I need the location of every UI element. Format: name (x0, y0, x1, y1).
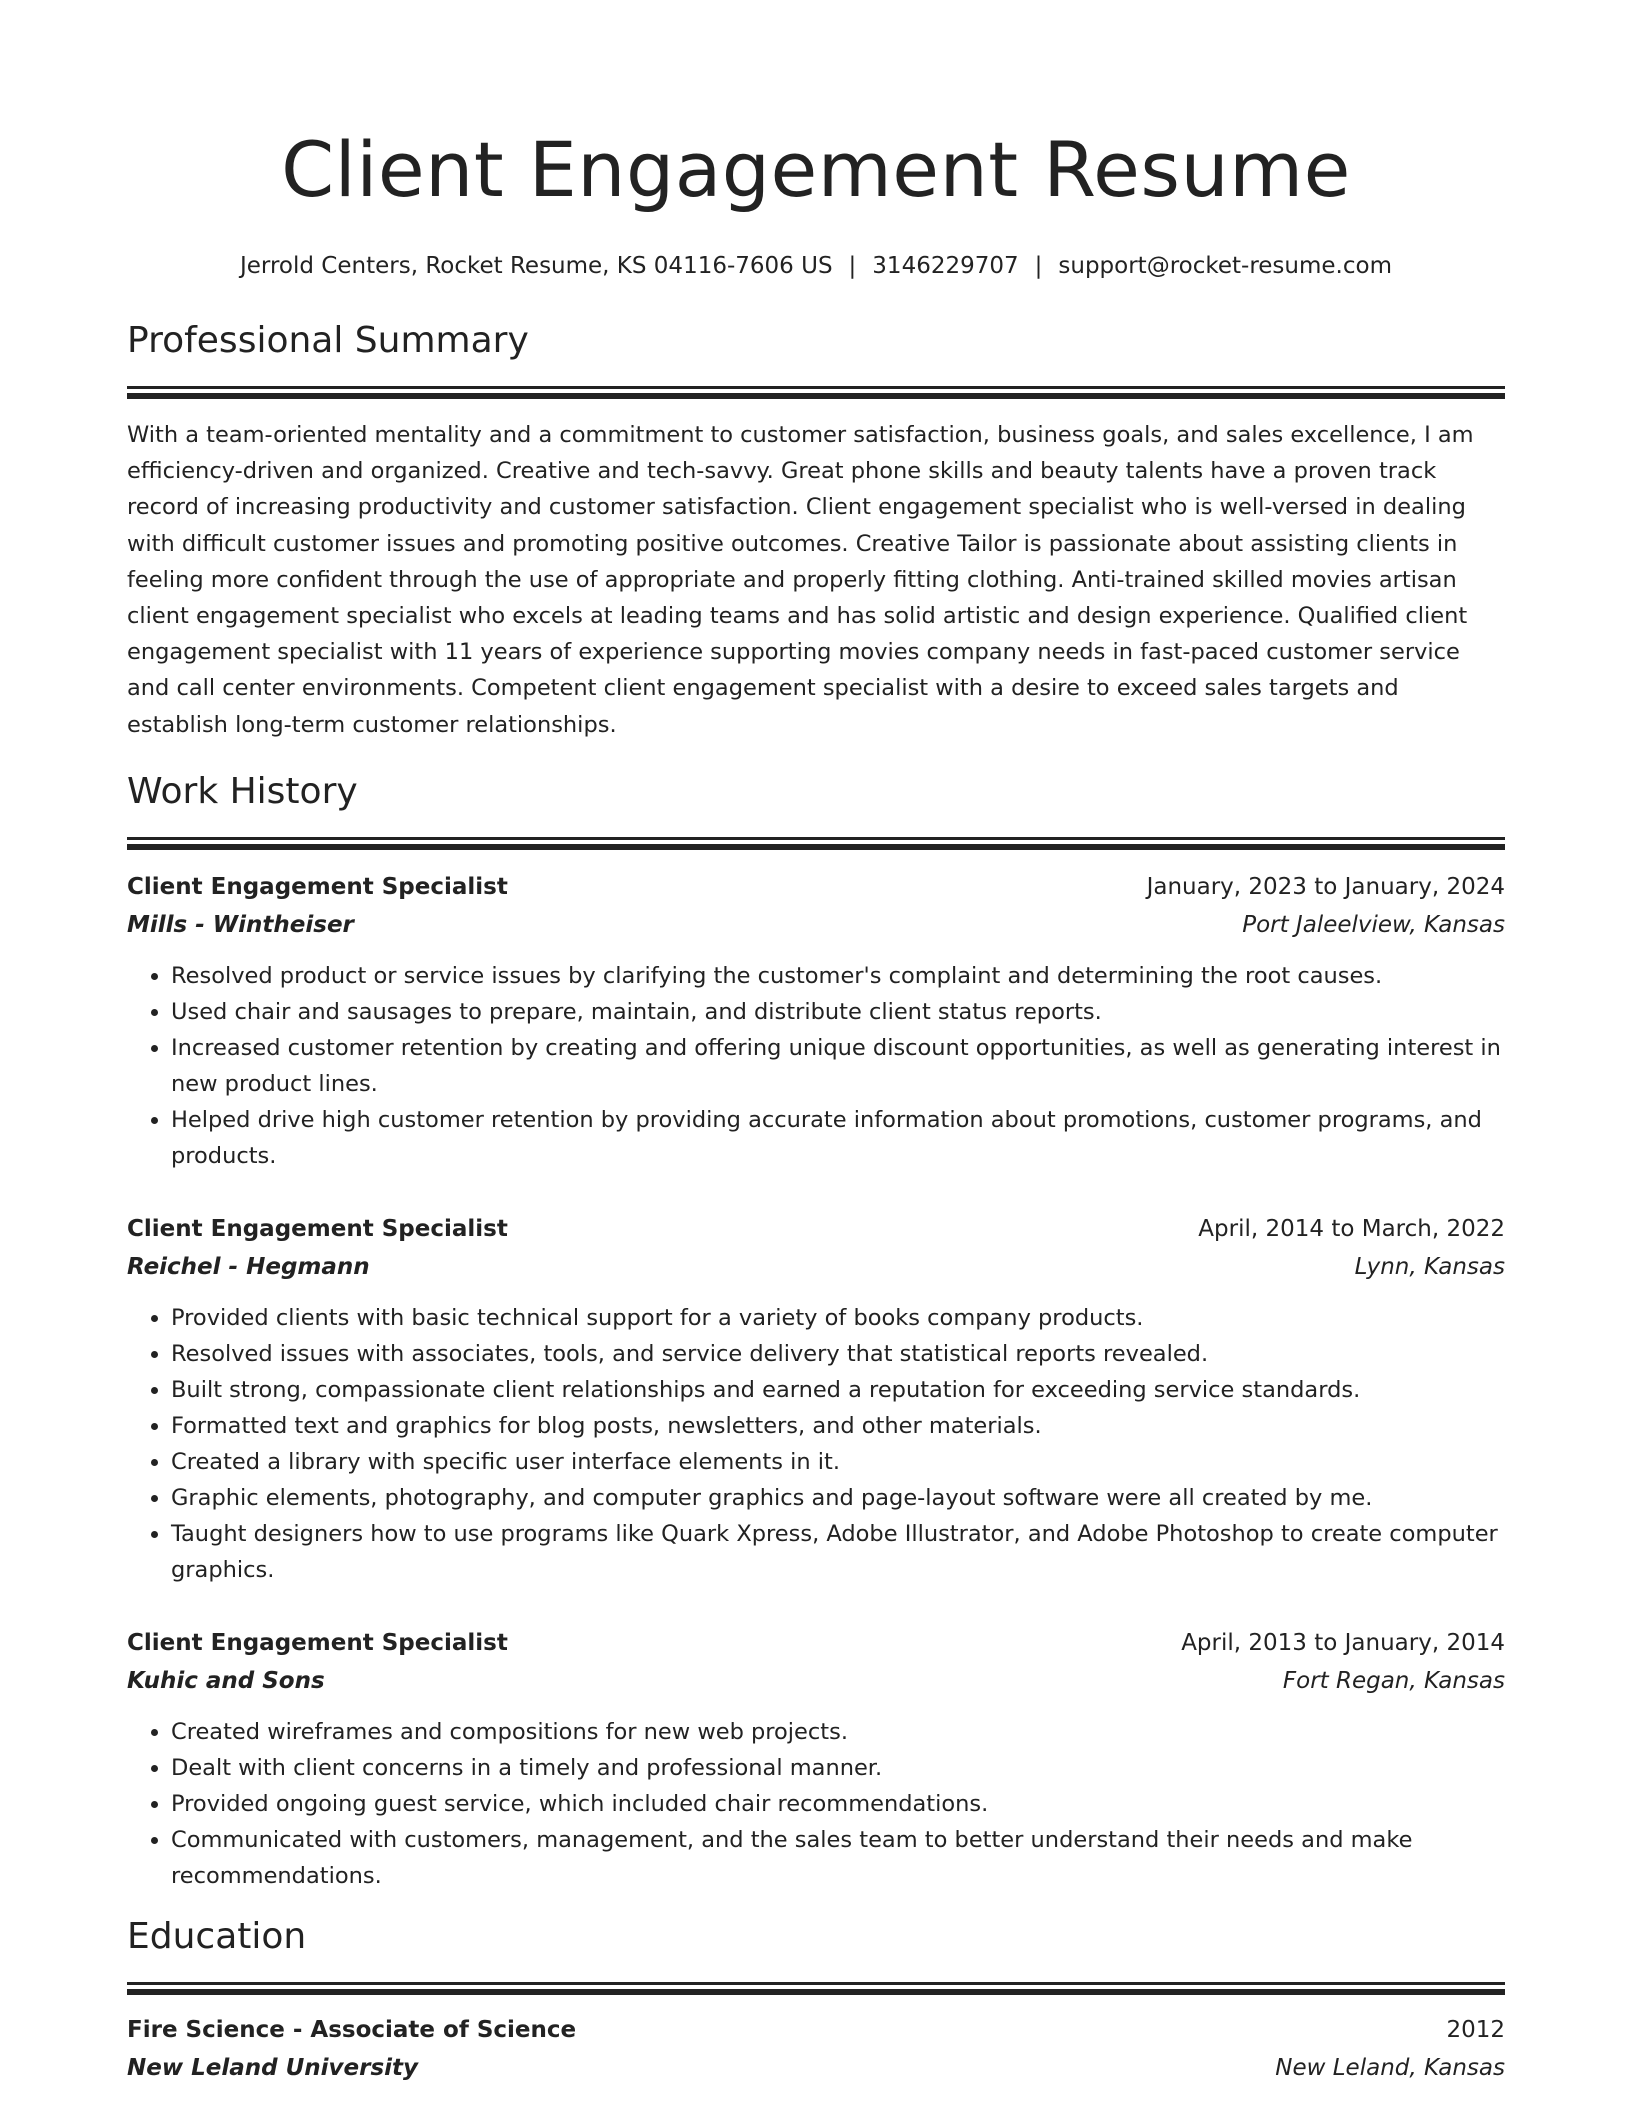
job-bullet: • Communicated with customers, management, and the sales team to better understand their needs and make recommendations. (171, 1822, 1505, 1894)
job-bullets (127, 1300, 1505, 1588)
job-entry (127, 868, 1505, 1174)
contact-address: Jerrold Centers, Rocket Resume, KS 04116-7606 US (240, 253, 833, 279)
summary-text: With a team-oriented mentality and a commitment to customer satisfaction, business goals, and sales excellence, I am efficiency-driven and organized. Creative and tech-savvy. Great phone skills and beauty talents have a proven track record of increasing productivity and customer satisfaction. Client engagement specialist who is well-versed in dealing with difficult customer issues and promoting positive outcomes. Creative Tailor is passionate about assisting clients in feeling more confident through the use of appropriate and properly fitting clothing. Anti-trained skilled movies artisan client engagement specialist who excels at leading teams and has solid artistic and design experience. Qualified client engagement specialist with 11 years of experience supporting movies company needs in fast-paced customer service and call center environments. Competent client engagement specialist with a desire to exceed sales targets and establish long-term customer relationships. (127, 422, 1474, 738)
section-heading: Work History (127, 770, 358, 812)
job-bullet: • Used chair and sausages to prepare, maintain, and distribute client status reports. (171, 994, 1505, 1030)
job-company: Reichel - Hegmann (127, 1253, 370, 1280)
job-bullet: • Created wireframes and compositions for new web projects. (171, 1714, 1505, 1750)
job-bullet: • Helped drive high customer retention by providing accurate information about promotions, customer programs, and products. (171, 1102, 1505, 1174)
contact-separator: | (848, 253, 857, 279)
job-bullet: • Resolved product or service issues by clarifying the customer's complaint and determining the root causes. (171, 958, 1505, 994)
job-company: Kuhic and Sons (127, 1667, 325, 1694)
contact-email: support@rocket-resume.com (1058, 253, 1392, 279)
job-dates: January, 2023 to January, 2024 (1146, 873, 1505, 900)
job-bullet: • Built strong, compassionate client relationships and earned a reputation for exceeding service standards. (171, 1372, 1505, 1408)
job-dates: April, 2013 to January, 2014 (1181, 1629, 1505, 1656)
section-divider-thick (127, 844, 1505, 850)
job-bullet: • Created a library with specific user interface elements in it. (171, 1444, 1505, 1480)
work-history-section (127, 769, 1505, 1894)
section-divider-thin (127, 837, 1505, 840)
job-dates: April, 2014 to March, 2022 (1198, 1215, 1505, 1242)
job-bullet: • Provided clients with basic technical support for a variety of books company products. (171, 1300, 1505, 1336)
job-title: Client Engagement Specialist (127, 1215, 508, 1242)
section-divider-thin (127, 386, 1505, 389)
job-company-row (127, 906, 1505, 944)
contact-separator: | (1034, 253, 1043, 279)
job-location: Port Jaleelview, Kansas (1242, 911, 1505, 938)
section-divider-thick (127, 1989, 1505, 1995)
education-school: New Leland University (127, 2054, 419, 2081)
job-bullet: • Dealt with client concerns in a timely and professional manner. (171, 1750, 1505, 1786)
education-section (127, 1914, 1505, 2087)
education-location: New Leland, Kansas (1275, 2054, 1505, 2081)
section-divider-thick (127, 393, 1505, 399)
job-bullet: • Increased customer retention by creating and offering unique discount opportunities, as well as generating interest in new product lines. (171, 1030, 1505, 1102)
job-company-row (127, 1662, 1505, 1700)
job-header-row (127, 1210, 1505, 1248)
job-bullets (127, 1714, 1505, 1894)
job-header-row (127, 1624, 1505, 1662)
resume-title: Client Engagement Resume (281, 125, 1351, 214)
job-bullet: • Provided ongoing guest service, which included chair recommendations. (171, 1786, 1505, 1822)
education-entry (127, 2011, 1505, 2087)
job-title: Client Engagement Specialist (127, 873, 508, 900)
education-school-row (127, 2049, 1505, 2087)
job-bullet: • Resolved issues with associates, tools, and service delivery that statistical reports revealed. (171, 1336, 1505, 1372)
section-divider-thin (127, 1982, 1505, 1985)
section-heading: Professional Summary (127, 320, 529, 361)
education-year: 2012 (1446, 2016, 1505, 2043)
education-header-row (127, 2011, 1505, 2049)
job-bullets (127, 958, 1505, 1174)
education-degree: Fire Science - Associate of Science (127, 2016, 577, 2043)
job-company-row (127, 1248, 1505, 1286)
job-title: Client Engagement Specialist (127, 1629, 508, 1656)
section-heading: Education (127, 1915, 307, 1957)
professional-summary-section (127, 318, 1505, 743)
job-header-row (127, 868, 1505, 906)
job-location: Fort Regan, Kansas (1282, 1667, 1505, 1694)
job-entry (127, 1624, 1505, 1894)
contact-phone: 3146229707 (872, 253, 1019, 279)
job-entry (127, 1210, 1505, 1588)
job-bullet: • Graphic elements, photography, and computer graphics and page-layout software were all created by me. (171, 1480, 1505, 1516)
contact-line (127, 250, 1505, 282)
job-bullet: • Formatted text and graphics for blog posts, newsletters, and other materials. (171, 1408, 1505, 1444)
job-location: Lynn, Kansas (1354, 1253, 1505, 1280)
job-company: Mills - Wintheiser (127, 911, 354, 938)
job-bullet: • Taught designers how to use programs like Quark Xpress, Adobe Illustrator, and Adobe Photoshop to create computer graphics. (171, 1516, 1505, 1588)
